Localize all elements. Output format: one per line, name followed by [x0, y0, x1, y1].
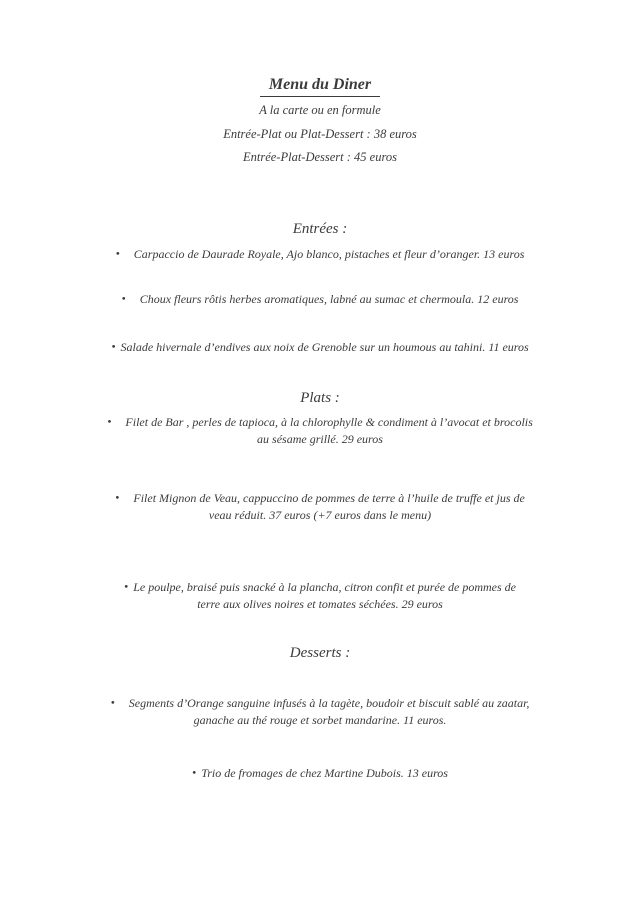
menu-subtitle-formule: A la carte ou en formule [259, 103, 381, 117]
menu-item-text: Filet Mignon de Veau, cappuccino de pommes de terre à l’huile de truffe et jus de [133, 491, 525, 505]
menu-item-plat-poulpe [40, 579, 600, 613]
menu-item-line [40, 414, 600, 431]
menu-item-entree-salade [40, 339, 600, 356]
section-heading-plats: Plats : [300, 390, 340, 406]
menu-item-line [40, 291, 600, 308]
menu-item-line [40, 246, 600, 263]
bullet-icon: • [123, 579, 129, 594]
bullet-icon: • [110, 695, 115, 710]
bullet-icon: • [121, 291, 126, 306]
menu-item-text: Filet de Bar , perles de tapioca, à la chlorophylle & condiment à l’avocat et brocolis [125, 415, 533, 429]
menu-item-line [40, 579, 600, 596]
bullet-icon: • [111, 339, 116, 354]
menu-item-text: Salade hivernale d’endives aux noix de Grenoble sur un houmous au tahini. 11 euros [120, 340, 529, 354]
menu-item-line: veau réduit. 37 euros (+7 euros dans le menu) [208, 508, 432, 522]
menu-item-text: Choux fleurs rôtis herbes aromatiques, labné au sumac et chermoula. 12 euros [139, 292, 519, 306]
bullet-icon: • [107, 414, 112, 429]
menu-item-text: Segments d’Orange sanguine infusés à la tagète, boudoir et biscuit sablé au zaatar, [128, 696, 530, 710]
menu-item-line [40, 695, 600, 712]
menu-item-entree-carpaccio [40, 246, 600, 263]
menu-item-line: terre aux olives noires et tomates séchées. 29 euros [197, 597, 443, 611]
menu-title-text: Menu du Diner [260, 75, 380, 97]
bullet-icon: • [192, 765, 197, 780]
menu-item-line [40, 339, 600, 356]
menu-item-plat-filet-mignon [40, 490, 600, 524]
menu-title [40, 75, 600, 97]
bullet-icon: • [115, 490, 120, 505]
menu-item-entree-choux-fleurs [40, 291, 600, 308]
menu-item-dessert-fromages [40, 765, 600, 782]
bullet-icon: • [115, 246, 120, 261]
menu-item-dessert-orange [40, 695, 600, 729]
section-heading-desserts: Desserts : [289, 645, 351, 661]
menu-item-line [40, 765, 600, 782]
menu-item-line [40, 490, 600, 507]
menu-item-text: Le poulpe, braisé puis snacké à la plancha, citron confit et purée de pommes de [133, 580, 517, 594]
menu-subtitle-price-2-courses: Entrée-Plat ou Plat-Dessert : 38 euros [223, 127, 417, 141]
menu-item-text: Trio de fromages de chez Martine Dubois. 13 euros [201, 766, 448, 780]
menu-item-plat-filet-de-bar [40, 414, 600, 448]
menu-item-text: Carpaccio de Daurade Royale, Ajo blanco, pistaches et fleur d’oranger. 13 euros [133, 247, 525, 261]
section-heading-entrees: Entrées : [292, 221, 348, 237]
menu-item-line: au sésame grillé. 29 euros [257, 432, 383, 446]
menu-item-line: ganache au thé rouge et sorbet mandarine. 11 euros. [193, 713, 447, 727]
menu-subtitle-price-3-courses: Entrée-Plat-Dessert : 45 euros [242, 150, 398, 164]
